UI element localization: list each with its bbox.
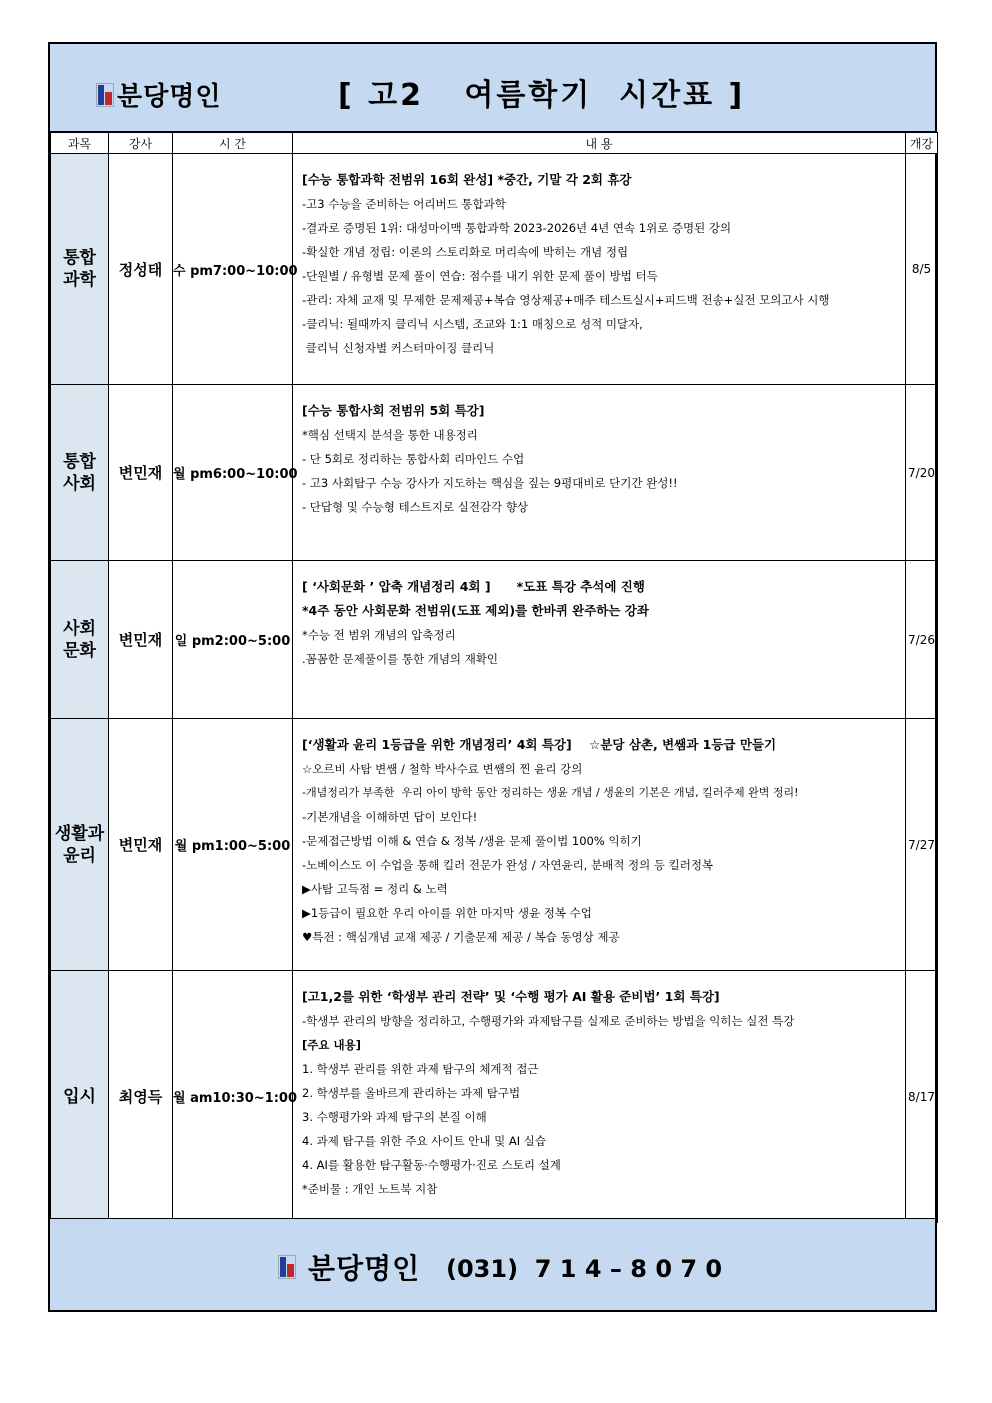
content-cell <box>293 154 906 385</box>
header-band <box>50 44 935 132</box>
content-line: -학생부 관리의 방향을 정리하고, 수행평가와 과제탐구를 실제로 준비하는 방법을 익히는 실전 특강 <box>302 1014 795 1028</box>
footer-logo <box>278 1247 420 1287</box>
content-line: -확실한 개념 정립: 이론의 스토리화로 머리속에 박히는 개념 정립 <box>302 245 629 259</box>
content-cell <box>293 561 906 719</box>
table-row <box>51 561 938 719</box>
table-row <box>51 719 938 971</box>
content-line: ☆오르비 사탐 변쌤 / 철학 박사수료 변쌤의 찐 윤리 강의 <box>302 762 583 776</box>
column-header-subject: 과목 <box>51 133 109 154</box>
content-line: *준비물 : 개인 노트북 지참 <box>302 1182 438 1196</box>
content-line: -클리닉: 될때까지 클리닉 시스템, 조교와 1:1 매칭으로 성적 미달자, <box>302 317 643 331</box>
subject-cell <box>51 719 109 971</box>
content-line: 3. 수행평가와 과제 탐구의 본질 이해 <box>302 1110 487 1124</box>
content-line: ♥특전 : 핵심개념 교재 제공 / 기출문제 제공 / 복습 동영상 제공 <box>302 930 620 944</box>
teacher-cell: 최영득 <box>109 971 173 1223</box>
content-line: [수능 통합과학 전범위 16회 완성] *중간, 기말 각 2회 휴강 <box>302 172 632 187</box>
content-line: -결과로 증명된 1위: 대성마이맥 통합과학 2023-2026년 4년 연속 1위로 증명된 강의 <box>302 221 732 235</box>
open-date-cell: 7/20 <box>906 385 938 561</box>
column-header-teacher: 강사 <box>109 133 173 154</box>
column-header-open: 개강 <box>906 133 938 154</box>
content-line: 4. 과제 탐구를 위한 주요 사이트 안내 및 AI 실습 <box>302 1134 546 1148</box>
logo-icon <box>278 1255 296 1279</box>
schedule-table <box>50 132 938 1223</box>
table-row <box>51 971 938 1223</box>
teacher-cell: 정성태 <box>109 154 173 385</box>
subject-line: 문화 <box>63 640 96 661</box>
column-header-content: 내 용 <box>293 133 906 154</box>
content-cell <box>293 385 906 561</box>
content-line: *수능 전 범위 개념의 압축정리 <box>302 628 456 642</box>
time-cell: 월 pm6:00~10:00 <box>173 385 293 561</box>
content-line: -개념정리가 부족한 우리 아이 방학 동안 정리하는 생윤 개념 / 생윤의 기본은 개념, 킬러주제 완벽 정리! <box>302 786 799 799</box>
subject-line: 생활과 <box>54 823 105 844</box>
table-row <box>51 385 938 561</box>
logo-icon <box>96 83 114 107</box>
open-date-cell: 7/27 <box>906 719 938 971</box>
content-cell <box>293 719 906 971</box>
content-line: -노베이스도 이 수업을 통해 킬러 전문가 완성 / 자연윤리, 분배적 정의 등 킬러정복 <box>302 858 714 872</box>
time-cell: 월 pm1:00~5:00 <box>173 719 293 971</box>
content-cell <box>293 971 906 1223</box>
content-line: [주요 내용] <box>302 1038 361 1052</box>
subject-line: 과학 <box>63 270 96 290</box>
column-header-time: 시 간 <box>173 133 293 154</box>
subject-line: 윤리 <box>63 845 96 866</box>
subject-cell <box>51 971 109 1223</box>
page-title: [ 고2 여름학기 시간표 ] <box>338 78 746 113</box>
teacher-cell: 변민재 <box>109 719 173 971</box>
content-line: ▶사탐 고득점 = 정리 & 노력 <box>302 882 448 896</box>
content-line: 클리닉 신청자별 커스터마이징 클리닉 <box>302 341 495 355</box>
open-date-cell: 8/5 <box>906 154 938 385</box>
content-line: -고3 수능을 준비하는 어리버드 통합과학 <box>302 197 506 211</box>
content-line: [수능 통합사회 전범위 5회 특강] <box>302 403 485 418</box>
content-line: *핵심 선택지 분석을 통한 내용정리 <box>302 428 478 442</box>
subject-cell <box>51 561 109 719</box>
content-line: *4주 동안 사회문화 전범위(도표 제외)를 한바퀴 완주하는 강좌 <box>302 603 649 618</box>
content-line: - 단답형 및 수능형 테스트지로 실전감각 향상 <box>302 500 529 514</box>
subject-line: 통합 <box>63 248 96 268</box>
content-line: - 고3 사회탐구 수능 강사가 지도하는 핵심을 짚는 9평대비로 단기간 완성!! <box>302 476 678 490</box>
open-date-cell: 8/17 <box>906 971 938 1223</box>
content-line: [ ‘사회문화 ’ 압축 개념정리 4회 ] *도표 특강 추석에 진행 <box>302 579 645 594</box>
table-header-row <box>51 133 938 154</box>
content-line: -단원별 / 유형별 문제 풀이 연습: 점수를 내기 위한 문제 풀이 방법 터득 <box>302 269 658 283</box>
brand-logo <box>96 76 221 113</box>
subject-line: 사회 <box>63 473 96 494</box>
teacher-cell: 변민재 <box>109 561 173 719</box>
content-line: ▶1등급이 필요한 우리 아이를 위한 마지막 생윤 정복 수업 <box>302 906 592 920</box>
footer-brand-name: 분당명인 <box>308 1252 421 1285</box>
open-date-cell: 7/26 <box>906 561 938 719</box>
content-line: .꼼꼼한 문제풀이를 통한 개념의 재확인 <box>302 652 499 666</box>
footer-band <box>50 1218 935 1310</box>
content-line: -관리: 자체 교재 및 무제한 문제제공+복습 영상제공+매주 테스트실시+피드백 전송+실전 모의고사 시행 <box>302 293 830 307</box>
phone-number: (031) 7 1 4 – 8 0 7 0 <box>446 1255 723 1283</box>
subject-line: 입시 <box>63 1086 96 1107</box>
subject-line: 통합 <box>63 451 96 472</box>
content-line: [‘생활과 윤리 1등급을 위한 개념정리’ 4회 특강] ☆분당 삼촌, 변쌤과 1등급 만들기 <box>302 737 777 752</box>
subject-cell <box>51 385 109 561</box>
content-line: -기본개념을 이해하면 답이 보인다! <box>302 810 478 824</box>
content-line: 4. AI를 활용한 탐구활동·수행평가·진로 스토리 설계 <box>302 1158 561 1172</box>
content-line: 1. 학생부 관리를 위한 과제 탐구의 체계적 접근 <box>302 1062 539 1076</box>
timetable-frame <box>48 42 937 1312</box>
content-line: -문제접근방법 이해 & 연습 & 정복 /생윤 문제 풀이법 100% 익히기 <box>302 834 642 848</box>
subject-line: 사회 <box>63 618 96 639</box>
time-cell: 수 pm7:00~10:00 <box>173 154 293 385</box>
subject-cell <box>51 154 109 385</box>
time-cell: 월 am10:30~1:00 <box>173 971 293 1223</box>
content-line: 2. 학생부를 올바르게 관리하는 과제 탐구법 <box>302 1086 521 1100</box>
teacher-cell: 변민재 <box>109 385 173 561</box>
table-row <box>51 154 938 385</box>
content-line: - 단 5회로 정리하는 통합사회 리마인드 수업 <box>302 452 525 466</box>
content-line: [고1,2를 위한 ‘학생부 관리 전략’ 및 ‘수행 평가 AI 활용 준비법’ 1회 특강] <box>302 989 720 1004</box>
brand-name: 분당명인 <box>117 82 222 112</box>
time-cell: 일 pm2:00~5:00 <box>173 561 293 719</box>
